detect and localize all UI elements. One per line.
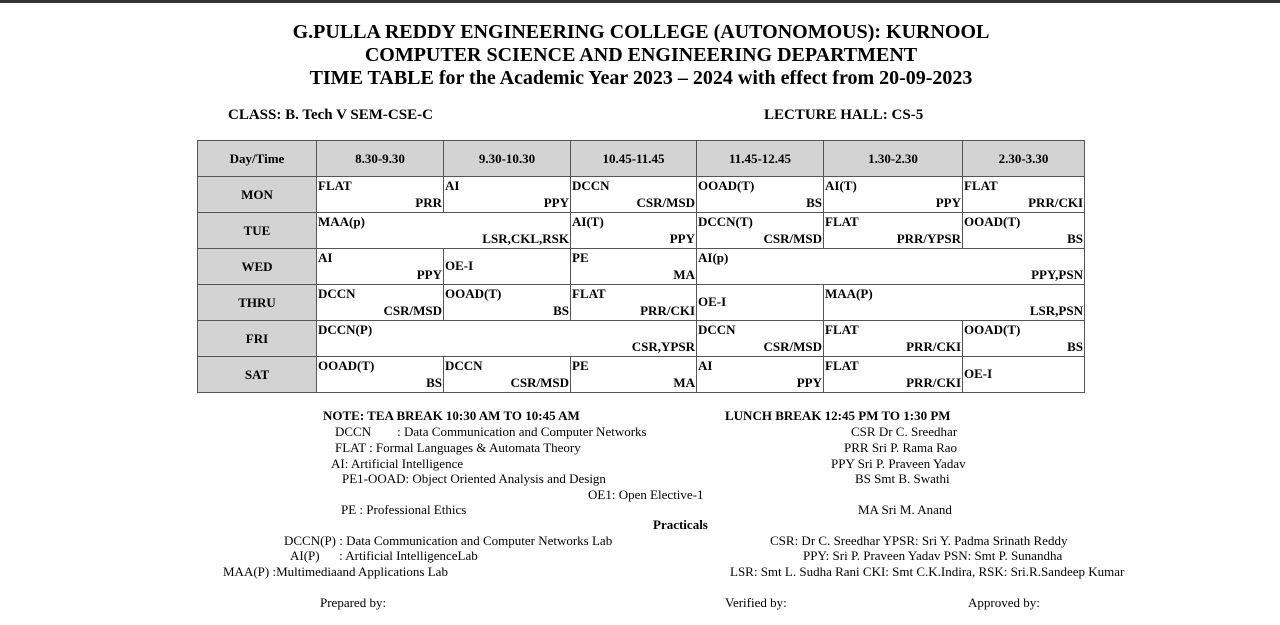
timetable-cell xyxy=(824,357,963,393)
timetable-cell xyxy=(697,321,824,357)
timetable-cell xyxy=(963,213,1085,249)
day-label: TUE xyxy=(198,213,317,249)
cell-faculty: PRR/CKI xyxy=(906,375,961,390)
cell-faculty: PPY xyxy=(935,195,961,210)
abbr-dccn: DCCN : Data Communication and Computer Networks xyxy=(335,424,647,439)
lab-faculty-2: PPY: Sri P. Praveen Yadav PSN: Smt P. Sunandha xyxy=(803,548,1063,563)
cell-faculty: PPY xyxy=(796,375,822,390)
timetable-cell xyxy=(444,177,571,213)
lab-faculty-1: CSR: Dr C. Sreedhar YPSR: Sri Y. Padma Srinath Reddy xyxy=(770,533,1068,548)
cell-faculty: CSR,YPSR xyxy=(631,339,695,354)
cell-subject: OE-I xyxy=(964,366,993,381)
cell-subject: OE-I xyxy=(445,258,474,273)
lab-maa: MAA(P) :Multimediaand Applications Lab xyxy=(223,564,448,579)
timetable xyxy=(197,140,1085,393)
cell-subject: OE-I xyxy=(698,294,727,309)
cell-subject: OOAD(T) xyxy=(445,286,502,301)
timetable-cell xyxy=(317,177,444,213)
lab-dccn: DCCN(P) : Data Communication and Computer Networks Lab xyxy=(284,533,613,548)
timetable-cell xyxy=(317,357,444,393)
header-slot-1: 8.30-9.30 xyxy=(317,141,444,177)
prepared-by: Prepared by: xyxy=(320,595,387,610)
timetable-cell xyxy=(963,357,1085,393)
cell-faculty: PRR/CKI xyxy=(640,303,695,318)
abbr-pe: PE : Professional Ethics xyxy=(341,502,467,517)
row-mon xyxy=(198,177,1085,213)
cell-subject: AI(p) xyxy=(698,250,729,265)
row-thru xyxy=(198,285,1085,321)
cell-faculty: BS xyxy=(553,303,569,318)
day-label: THRU xyxy=(198,285,317,321)
abbr-oe1: OE1: Open Elective-1 xyxy=(588,487,704,502)
timetable-cell xyxy=(571,285,697,321)
cell-subject: AI xyxy=(698,358,713,373)
header-day-time: Day/Time xyxy=(198,141,317,177)
cell-faculty: CSR/MSD xyxy=(383,303,442,318)
cell-subject: PE xyxy=(572,250,589,265)
day-label: SAT xyxy=(198,357,317,393)
day-label: FRI xyxy=(198,321,317,357)
header-slot-3: 10.45-11.45 xyxy=(571,141,697,177)
cell-faculty: CSR/MSD xyxy=(636,195,695,210)
header-slot-6: 2.30-3.30 xyxy=(963,141,1085,177)
cell-faculty: BS xyxy=(806,195,822,210)
cell-subject: FLAT xyxy=(572,286,606,301)
cell-subject: OOAD(T) xyxy=(964,322,1021,337)
timetable-cell xyxy=(317,321,697,357)
cell-faculty: CSR/MSD xyxy=(763,231,822,246)
cell-subject: DCCN xyxy=(698,322,736,337)
cell-faculty: MA xyxy=(673,375,695,390)
timetable-title: TIME TABLE for the Academic Year 2023 – 2024 with effect from 20-09-2023 xyxy=(309,67,973,89)
cell-subject: DCCN(P) xyxy=(318,322,373,337)
cell-subject: DCCN xyxy=(445,358,483,373)
timetable-cell xyxy=(697,285,824,321)
timetable-cell xyxy=(571,357,697,393)
faculty-ppy: PPY Sri P. Praveen Yadav xyxy=(831,456,966,471)
cell-faculty: PRR xyxy=(415,195,442,210)
lab-ai: AI(P) : Artificial IntelligenceLab xyxy=(290,548,478,563)
cell-subject: FLAT xyxy=(825,214,859,229)
row-tue xyxy=(198,213,1085,249)
abbr-ai: AI: Artificial Intelligence xyxy=(331,456,464,471)
faculty-ma: MA Sri M. Anand xyxy=(858,502,952,517)
timetable-cell xyxy=(697,249,1085,285)
cell-faculty: CSR/MSD xyxy=(510,375,569,390)
timetable-cell xyxy=(697,213,824,249)
faculty-bs: BS Smt B. Swathi xyxy=(855,471,950,486)
department-title: COMPUTER SCIENCE AND ENGINEERING DEPARTMENT xyxy=(364,44,918,66)
cell-faculty: PRR/CKI xyxy=(906,339,961,354)
cell-faculty: BS xyxy=(1067,231,1083,246)
cell-subject: OOAD(T) xyxy=(964,214,1021,229)
lab-faculty-3: LSR: Smt L. Sudha Rani CKI: Smt C.K.Indira, RSK: Sri.R.Sandeep Kumar xyxy=(730,564,1125,579)
cell-subject: AI(T) xyxy=(572,214,604,229)
cell-faculty: LSR,CKL,RSK xyxy=(482,231,569,246)
timetable-cell xyxy=(317,213,571,249)
timetable-cell xyxy=(444,249,571,285)
lunch-break-note: LUNCH BREAK 12:45 PM TO 1:30 PM xyxy=(725,408,951,423)
approved-by: Approved by: xyxy=(968,595,1040,610)
cell-faculty: PPY xyxy=(416,267,442,282)
timetable-cell xyxy=(317,285,444,321)
cell-faculty: PRR/CKI xyxy=(1028,195,1083,210)
day-label: MON xyxy=(198,177,317,213)
verified-by: Verified by: xyxy=(725,595,787,610)
timetable-cell xyxy=(824,321,963,357)
cell-faculty: BS xyxy=(426,375,442,390)
abbr-ooad: PE1-OOAD: Object Oriented Analysis and Design xyxy=(342,471,606,486)
lecture-hall-label: LECTURE HALL: CS-5 xyxy=(764,107,924,123)
faculty-prr: PRR Sri P. Rama Rao xyxy=(844,440,958,455)
timetable-cell xyxy=(824,177,963,213)
row-fri xyxy=(198,321,1085,357)
day-label: WED xyxy=(198,249,317,285)
cell-subject: FLAT xyxy=(825,322,859,337)
cell-subject: MAA(p) xyxy=(318,214,365,229)
cell-subject: DCCN xyxy=(572,178,610,193)
cell-subject: FLAT xyxy=(825,358,859,373)
timetable-cell xyxy=(571,249,697,285)
cell-faculty: PPY xyxy=(543,195,569,210)
cell-faculty: BS xyxy=(1067,339,1083,354)
class-label: CLASS: B. Tech V SEM-CSE-C xyxy=(228,107,433,123)
row-sat xyxy=(198,357,1085,393)
cell-faculty: PPY,PSN xyxy=(1031,267,1083,282)
timetable-cell xyxy=(697,177,824,213)
cell-faculty: PRR/YPSR xyxy=(896,231,961,246)
cell-subject: AI xyxy=(318,250,333,265)
timetable-cell xyxy=(963,177,1085,213)
tea-break-note: NOTE: TEA BREAK 10:30 AM TO 10:45 AM xyxy=(323,408,580,423)
cell-subject: FLAT xyxy=(318,178,352,193)
cell-faculty: PPY xyxy=(669,231,695,246)
row-wed xyxy=(198,249,1085,285)
header-row xyxy=(198,141,1085,177)
timetable-cell xyxy=(444,357,571,393)
cell-subject: OOAD(T) xyxy=(698,178,755,193)
header-slot-5: 1.30-2.30 xyxy=(824,141,963,177)
cell-faculty: CSR/MSD xyxy=(763,339,822,354)
cell-subject: DCCN(T) xyxy=(698,214,753,229)
college-title: G.PULLA REDDY ENGINEERING COLLEGE (AUTONOMOUS): KURNOOL xyxy=(292,21,990,43)
cell-subject: OOAD(T) xyxy=(318,358,375,373)
timetable-cell xyxy=(963,321,1085,357)
cell-faculty: LSR,PSN xyxy=(1029,303,1083,318)
timetable-cell xyxy=(824,285,1085,321)
cell-subject: PE xyxy=(572,358,589,373)
cell-subject: DCCN xyxy=(318,286,356,301)
cell-subject: FLAT xyxy=(964,178,998,193)
cell-subject: MAA(P) xyxy=(825,286,873,301)
timetable-cell xyxy=(571,213,697,249)
abbr-flat: FLAT : Formal Languages & Automata Theory xyxy=(335,440,581,455)
cell-faculty: MA xyxy=(673,267,695,282)
timetable-cell xyxy=(697,357,824,393)
timetable-cell xyxy=(444,285,571,321)
timetable-cell xyxy=(317,249,444,285)
header-slot-4: 11.45-12.45 xyxy=(697,141,824,177)
faculty-csr: CSR Dr C. Sreedhar xyxy=(851,424,958,439)
cell-subject: AI(T) xyxy=(825,178,857,193)
practicals-title: Practicals xyxy=(653,517,708,532)
timetable-cell xyxy=(824,213,963,249)
header-slot-2: 9.30-10.30 xyxy=(444,141,571,177)
cell-subject: AI xyxy=(445,178,460,193)
timetable-cell xyxy=(571,177,697,213)
